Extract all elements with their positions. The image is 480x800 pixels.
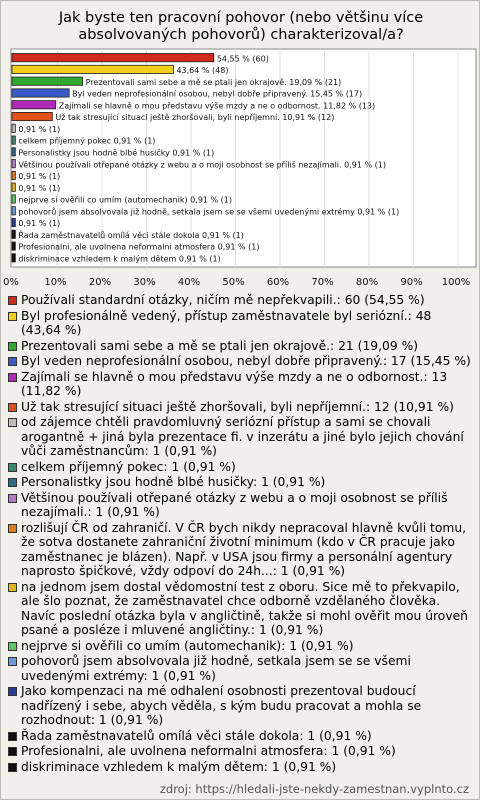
bar-label: 0,91 % (1) <box>18 219 61 229</box>
legend-label: Jako kompenzaci na mé odhalení osobnosti prezentoval budoucí nadřízený i sebe, abych věděla, s kým budu pracovat a mohla se rozhodnout: 1 (0,91 %) <box>21 684 422 727</box>
bar <box>12 124 15 132</box>
bar-label: celkem příjemný pokec 0,91 % (1) <box>18 136 156 146</box>
chart-title: Jak byste ten pracovní pohovor (nebo většinu více absolvovaných pohovorů) charakterizoval/a? <box>58 10 424 43</box>
bar-label: pohovorů jsem absolvovala již hodně, setkala jsem se se všemi uvedenými extrémy 0,91 % (1) <box>18 207 400 217</box>
x-tick-label: 10% <box>44 277 67 288</box>
bar <box>12 101 56 109</box>
bar-label: Byl veden neprofesionální osobou, nebyl dobře připravený. 15,45 % (17) <box>72 89 363 99</box>
legend-item <box>7 654 475 683</box>
legend-item <box>7 370 475 399</box>
x-tick-label: 50% <box>222 277 245 288</box>
bar-label: Většinou používali otřepané otázky z webu a o moji osobnost se příliš nezajímali. 0,91 % (1) <box>18 160 386 170</box>
legend-swatch <box>8 312 17 321</box>
bar-label: diskriminace vzhledem k malým dětem 0,91 % (1) <box>18 254 221 264</box>
bar-label: Zajímali se hlavně o mou představu výše mzdy a ne o odbornost. 11,82 % (13) <box>58 101 376 111</box>
legend-item <box>7 580 475 638</box>
x-tick-label: 80% <box>355 277 379 288</box>
bar <box>12 218 15 226</box>
legend-item <box>7 460 475 475</box>
x-tick-label: 40% <box>177 277 201 288</box>
bar-label: Personalistky jsou hodně blbé husičky 0,91 % (1) <box>18 148 215 158</box>
bar <box>12 242 15 250</box>
legend-swatch <box>8 687 17 696</box>
legend-item <box>7 760 475 775</box>
legend-swatch <box>8 342 17 351</box>
bar <box>12 77 83 85</box>
x-tick-label: 30% <box>133 277 156 288</box>
legend-item <box>7 639 475 654</box>
legend-label: celkem příjemný pokec: 1 (0,91 %) <box>21 459 236 474</box>
legend-swatch <box>8 524 17 533</box>
bar <box>12 183 15 191</box>
legend-item <box>7 744 475 759</box>
legend-item <box>7 309 475 338</box>
legend-label: Zajímali se hlavně o mou představu výše mzdy a ne o odbornost.: 13 (11,82 %) <box>21 369 448 398</box>
chart-legend <box>7 293 475 775</box>
bar <box>12 54 214 62</box>
bar-label: Už tak stresující situaci ještě zhoršovali, byli nepříjemní. 10,91 % (12) <box>55 113 335 123</box>
bar-label: Profesionalni, ale uvolnena neformalni atmosfera 0,91 % (1) <box>18 242 260 252</box>
legend-label: Personalistky jsou hodně blbé husičky: 1 (0,91 %) <box>21 475 326 489</box>
bar <box>12 207 15 215</box>
x-tick-label: 90% <box>400 277 423 288</box>
legend-label: Používali standardní otázky, ničím mě nepřekvapili.: 60 (54,55 %) <box>21 293 425 307</box>
bar <box>12 136 15 144</box>
legend-item <box>7 415 475 459</box>
bar <box>12 148 15 156</box>
legend-swatch <box>8 747 17 756</box>
bar <box>12 160 15 168</box>
legend-swatch <box>8 494 17 503</box>
legend-swatch <box>8 642 17 651</box>
legend-swatch <box>8 657 17 666</box>
bar <box>12 254 15 262</box>
legend-item <box>7 400 475 415</box>
bar <box>12 195 15 203</box>
bar-label: nejprve si ověřili co umím (automechanik) 0,91 % (1) <box>18 195 233 205</box>
legend-label: Prezentovali sami sebe a mě se ptali jen okrajově.: 21 (19,09 %) <box>21 338 419 353</box>
bar-label: 0,91 % (1) <box>18 124 61 134</box>
legend-label: nejprve si ověřili co umím (automechanik): 1 (0,91 %) <box>21 638 354 653</box>
legend-label: Už tak stresující situaci ještě zhoršovali, byli nepříjemní.: 12 (10,91 %) <box>21 399 454 414</box>
legend-swatch <box>8 373 17 382</box>
bar-label: Prezentovali sami sebe a mě se ptali jen okrajově. 19,09 % (21) <box>85 77 342 87</box>
legend-label: diskriminace vzhledem k malým dětem: 1 (0,91 %) <box>21 759 337 774</box>
legend-label: Byl profesionálně vedený, přístup zaměstnavatele byl seriózní.: 48 (43,64 %) <box>21 308 432 337</box>
legend-swatch <box>8 732 17 741</box>
legend-label: Profesionalni, ale uvolnena neformalni atmosfera: 1 (0,91 %) <box>21 744 396 758</box>
bar-label: Řada zaměstnavatelů omílá věci stále dokola 0,91 % (1) <box>18 230 244 240</box>
bar <box>12 65 173 73</box>
legend-label: Většinou používali otřepané otázky z webu a o moji osobnost se příliš nezajímali.: 1 (0,91 %) <box>21 490 448 519</box>
legend-item <box>7 729 475 744</box>
legend-swatch <box>8 583 17 592</box>
legend-label: Byl veden neprofesionální osobou, nebyl dobře připravený.: 17 (15,45 %) <box>21 354 471 368</box>
legend-swatch <box>8 403 17 412</box>
bar-label: 0,91 % (1) <box>18 172 61 182</box>
legend-swatch <box>8 357 17 366</box>
legend-item <box>7 521 475 579</box>
bar-chart <box>1 1 480 293</box>
bar <box>12 112 52 120</box>
legend-swatch <box>8 418 17 427</box>
legend-swatch <box>8 463 17 472</box>
legend-item <box>7 339 475 354</box>
bar-label: 43,64 % (48) <box>176 66 229 76</box>
bar <box>12 230 15 238</box>
legend-label: Řada zaměstnavatelů omílá věci stále dokola: 1 (0,91 %) <box>21 728 372 743</box>
legend-label: od zájemce chtěli pravdomluvný seriózní přístup a sami se chovali arogantně + jiná byla prezentace fi. v inzerátu a jiné bylo jejich chování vůči zaměstnancům: 1 (0,91 %) <box>21 415 464 458</box>
x-tick-label: 60% <box>266 277 290 288</box>
legend-label: pohovorů jsem absolvovala již hodně, setkala jsem se se všemi uvedenými extrémy: 1 (0,91 %) <box>21 654 411 683</box>
bar <box>12 171 15 179</box>
legend-swatch <box>8 763 17 772</box>
legend-item <box>7 491 475 520</box>
legend-label: rozlišují ČR od zahraničí. V ČR bych nikdy nepracoval hlavně kvůli tomu, že sotva dostanete zahraniční životní minimum (kdo v ČR pracuje jako zaměstnanec je blázen). Např. v USA jsou firmy a personální agentury naprosto špičkové, vždy odpoví do 24h...: 1 (0,91 %) <box>21 520 467 578</box>
legend-item <box>7 293 475 308</box>
legend-item <box>7 354 475 369</box>
legend-item <box>7 475 475 490</box>
legend-swatch <box>8 296 17 305</box>
x-tick-label: 70% <box>311 277 334 288</box>
x-tick-label: 0% <box>3 277 19 288</box>
x-tick-label: 20% <box>88 277 112 288</box>
legend-swatch <box>8 478 17 487</box>
source-note: zdroj: https://hledali-jste-nekdy-zamestnan.vyplnto.cz <box>159 782 469 796</box>
legend-item <box>7 684 475 728</box>
bar-label: 0,91 % (1) <box>18 183 61 193</box>
x-tick-label: 100% <box>441 277 471 288</box>
bar-label: 54,55 % (60) <box>216 54 269 64</box>
bar <box>12 89 69 97</box>
legend-label: na jednom jsem dostal vědomostní test z oboru. Sice mě to překvapilo, ale šlo poznat, že zaměstnavatel chce odborně vzdělaného člověka. Navíc poslední otázka byla v angličtině, takže si mohl ověřit mou úroveň psané a posléze i mluvené angličtiny.: 1 (0,91 %) <box>21 579 468 637</box>
